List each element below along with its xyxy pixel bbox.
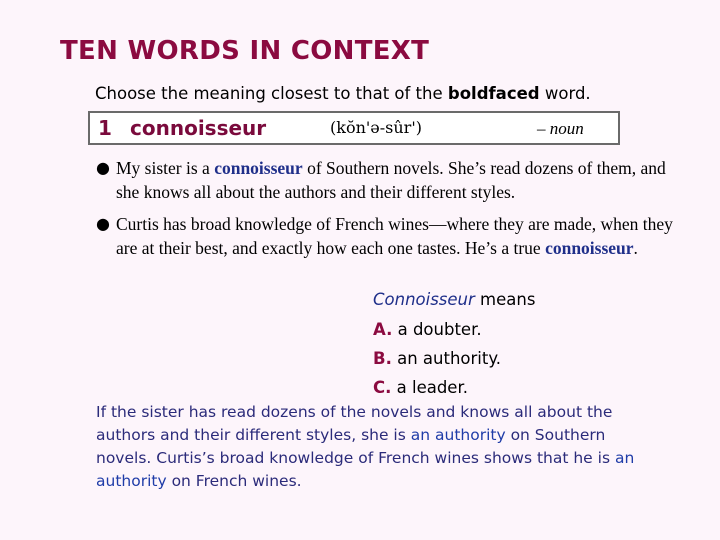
explanation-part-1: If the sister has read dozens of the novels and knows all about the authors and their different styles, she is	[96, 403, 613, 444]
vocabulary-word-box	[88, 111, 620, 145]
question-rest: means	[474, 290, 536, 309]
instruction-bold: boldfaced	[447, 84, 540, 103]
instruction-before: Choose the meaning closest to that of the	[95, 84, 448, 103]
instruction-after: word.	[539, 84, 591, 103]
word-number: 1	[98, 116, 112, 140]
explanation-part-2: on Southern novels. Curtis’s broad knowledge of French wines shows that he is	[96, 426, 615, 467]
pronunciation: (kŏn'ə-sûr')	[330, 118, 422, 137]
bullet-icon: ●	[96, 214, 110, 233]
example-text-after: .	[633, 238, 638, 258]
answer-explanation	[96, 401, 641, 493]
example-text-after: of Southern novels. She’s read dozens of them, and she knows all about the authors and their different styles.	[116, 158, 666, 202]
explanation-part-3: on French wines.	[166, 472, 302, 490]
choice-c[interactable]	[373, 378, 468, 397]
choice-letter: B.	[373, 349, 392, 368]
choice-letter: C.	[373, 378, 392, 397]
page-title: TEN WORDS IN CONTEXT	[60, 36, 430, 66]
vocabulary-word: connoisseur	[130, 116, 267, 140]
choice-a[interactable]	[373, 320, 482, 339]
example-sentence-2	[96, 212, 686, 260]
example-sentence-1	[96, 156, 686, 204]
choice-text: a leader.	[391, 378, 468, 397]
choice-text: a doubter.	[392, 320, 482, 339]
question-stem	[373, 290, 535, 309]
example-text-before: Curtis has broad knowledge of French wines—where they are made, when they are at their best, and exactly how each one tastes. He’s a true	[116, 214, 673, 258]
explanation-highlight-1: an authority	[410, 426, 506, 444]
question-word: Connoisseur	[373, 290, 475, 309]
part-of-speech: – noun	[537, 119, 584, 138]
example-highlight-word: connoisseur	[214, 158, 303, 178]
explanation-highlight-2: an authority	[96, 449, 635, 490]
instruction-text	[95, 84, 591, 103]
choice-letter: A.	[373, 320, 393, 339]
bullet-icon: ●	[96, 158, 110, 177]
example-highlight-word: connoisseur	[545, 238, 634, 258]
example-text-before: My sister is a	[116, 158, 215, 178]
choice-b[interactable]	[373, 349, 501, 368]
choice-text: an authority.	[391, 349, 502, 368]
